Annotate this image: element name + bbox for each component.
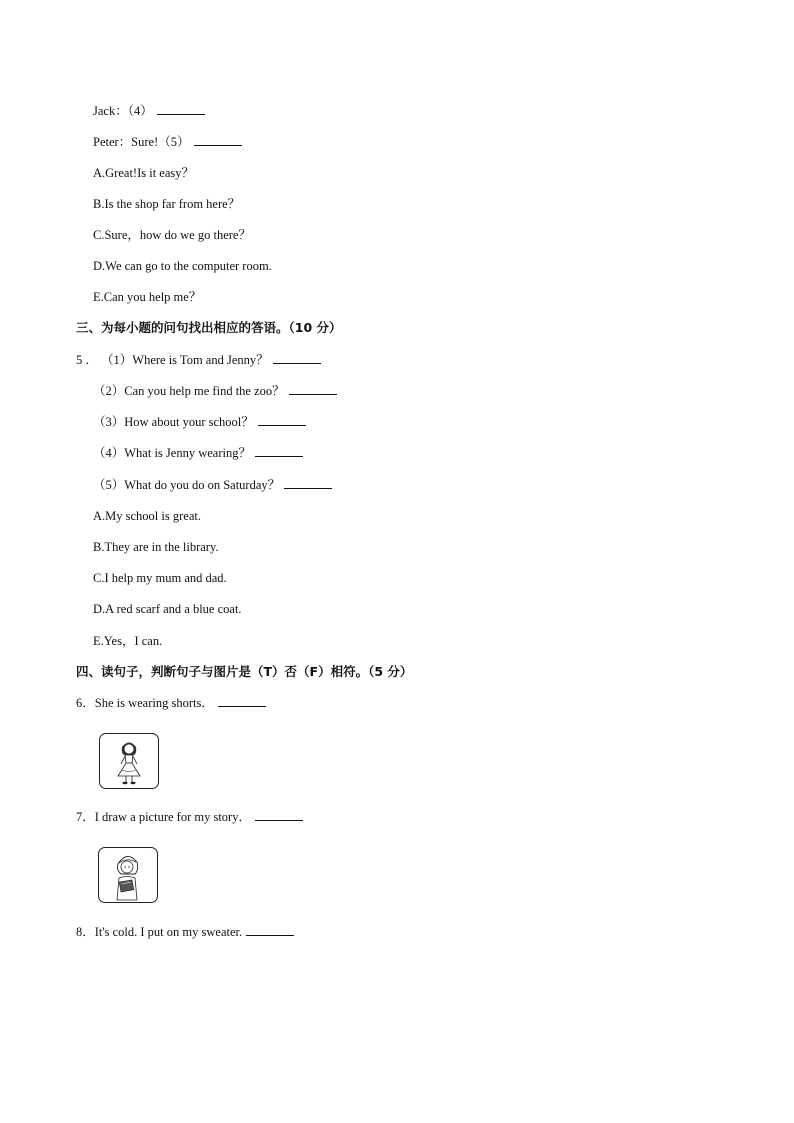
section4-heading: 四、读句子，判断句子与图片是（T）否（F）相符。（5 分） bbox=[76, 664, 413, 679]
option-a: A.Great!Is it easy？ bbox=[93, 166, 195, 180]
option-e: E.Can you help me？ bbox=[93, 290, 202, 304]
item-7: 7．I draw a picture for my story． bbox=[76, 809, 303, 825]
item-6: 6．She is wearing shorts． bbox=[76, 695, 266, 711]
question-5-line5: （5）What do you do on Saturday？ bbox=[93, 477, 332, 493]
option-d: D.We can go to the computer room. bbox=[93, 259, 272, 273]
question-5-line2: （2）Can you help me find the zoo？ bbox=[93, 383, 337, 399]
question-5-line1: 5 ． （1）Where is Tom and Jenny？ bbox=[76, 352, 321, 368]
answer-blank[interactable] bbox=[255, 810, 303, 821]
s3-option-b: B.They are in the library. bbox=[93, 540, 219, 554]
s3-option-d: D.A red scarf and a blue coat. bbox=[93, 602, 242, 616]
girl-in-dress-icon bbox=[99, 733, 159, 789]
option-b: B.Is the shop far from here？ bbox=[93, 197, 241, 211]
answer-blank[interactable] bbox=[273, 353, 321, 364]
s3-option-e: E.Yes，I can. bbox=[93, 634, 163, 648]
question-5-line4: （4）What is Jenny wearing？ bbox=[93, 445, 303, 461]
answer-blank[interactable] bbox=[194, 135, 242, 146]
question-5-line3: （3）How about your school？ bbox=[93, 414, 306, 430]
s3-option-a: A.My school is great. bbox=[93, 509, 201, 523]
question-number: 5 ． bbox=[76, 353, 98, 367]
answer-blank[interactable] bbox=[289, 384, 337, 395]
option-c: C.Sure，how do we go there？ bbox=[93, 228, 251, 242]
dialog-line-jack: Jack：（4） bbox=[93, 103, 205, 119]
s3-option-c: C.I help my mum and dad. bbox=[93, 571, 227, 585]
answer-blank[interactable] bbox=[157, 104, 205, 115]
item-8: 8．It's cold. I put on my sweater. bbox=[76, 924, 294, 940]
section3-heading: 三、为每小题的问句找出相应的答语。（10 分） bbox=[76, 320, 342, 335]
answer-blank[interactable] bbox=[218, 696, 266, 707]
answer-blank[interactable] bbox=[258, 415, 306, 426]
answer-blank[interactable] bbox=[284, 478, 332, 489]
answer-blank[interactable] bbox=[255, 446, 303, 457]
answer-blank[interactable] bbox=[246, 925, 294, 936]
girl-reading-book-icon bbox=[98, 847, 158, 903]
dialog-line-peter: Peter：Sure!（5） bbox=[93, 134, 242, 150]
